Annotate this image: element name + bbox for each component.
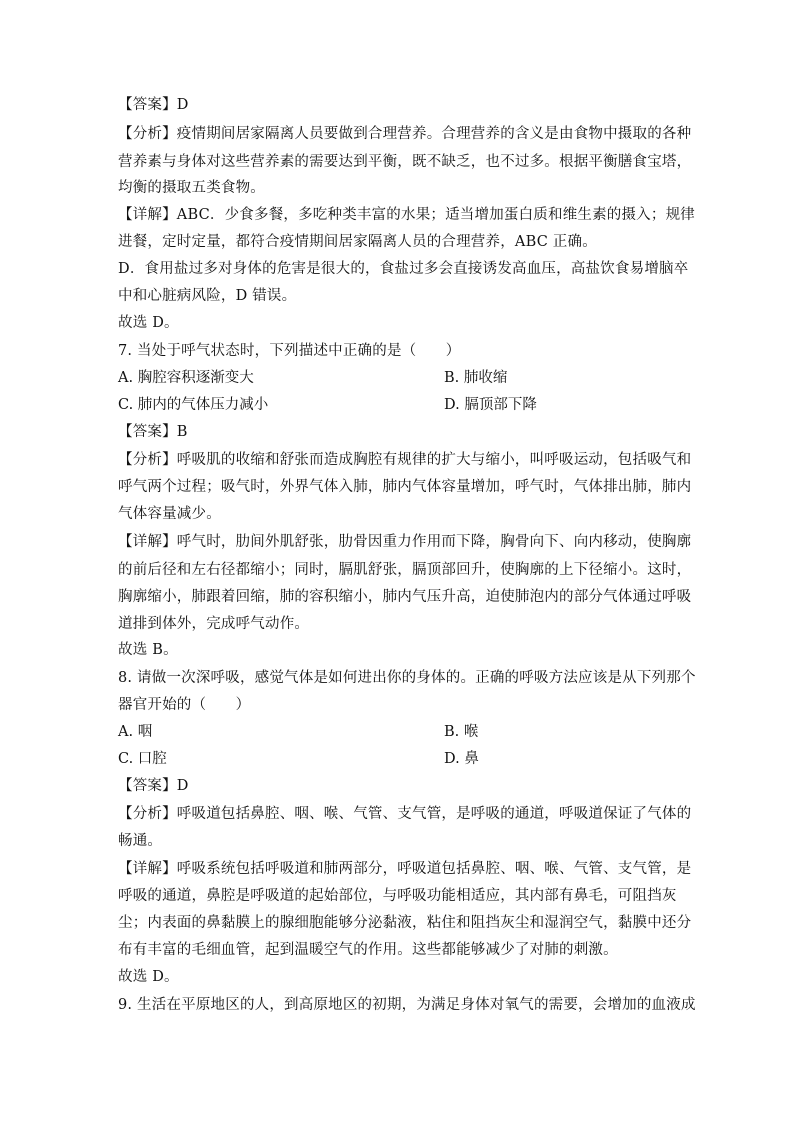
- detail-text: 进餐，定时定量，都符合疫情期间居家隔离人员的合理营养，ABC 正确。: [118, 234, 597, 250]
- detail-text: 道排到体外，完成呼气动作。: [118, 616, 310, 632]
- analysis-text: 气体容量减少。: [118, 506, 221, 522]
- q7-option-b: B. 肺收缩: [444, 370, 508, 386]
- analysis-text: 均衡的摄取五类食物。: [118, 180, 265, 196]
- question-9-stem: 9. 生活在平原地区的人，到高原地区的初期，为满足身体对氧气的需要，会增加的血液成: [118, 997, 696, 1013]
- detail-text: 中和心脏病风险，D 错误。: [118, 288, 297, 304]
- question-8-stem: 8. 请做一次深呼吸，感觉气体是如何进出你的身体的。正确的呼吸方法应该是从下列那个: [118, 670, 696, 686]
- analysis-text: 营养素与身体对这些营养素的需要达到平衡，既不缺乏，也不过多。根据平衡膳食宝塔，: [118, 154, 692, 170]
- analysis-text: 【分析】呼吸肌的收缩和舒张而造成胸腔有规律的扩大与缩小，叫呼吸运动，包括吸气和: [118, 452, 692, 468]
- detail-text: 呼吸的通道，鼻腔是呼吸道的起始部位，与呼吸功能相适应，其内部有鼻毛，可阻挡灰: [118, 888, 677, 904]
- detail-text: D．食用盐过多对身体的危害是很大的，食盐过多会直接诱发高血压，高盐饮食易增脑卒: [118, 261, 689, 277]
- conclusion-text: 故选 D。: [118, 315, 179, 331]
- q7-option-a: A. 胸腔容积逐渐变大: [118, 370, 254, 386]
- q8-option-d: D. 鼻: [444, 751, 479, 767]
- q7-option-c: C. 肺内的气体压力减小: [118, 397, 269, 413]
- detail-text: 【详解】呼气时，肋间外肌舒张，肋骨因重力作用而下降，胸骨向下、向内移动，使胸廓: [118, 534, 692, 550]
- analysis-text: 【分析】呼吸道包括鼻腔、咽、喉、气管、支气管，是呼吸的通道，呼吸道保证了气体的: [118, 806, 692, 822]
- detail-text: 【详解】呼吸系统包括呼吸道和肺两部分，呼吸道包括鼻腔、咽、喉、气管、支气管，是: [118, 861, 692, 877]
- analysis-text: 呼气两个过程；吸气时，外界气体入肺，肺内气体容量增加，呼气时，气体排出肺，肺内: [118, 479, 692, 495]
- q8-option-b: B. 喉: [444, 724, 479, 740]
- question-8-stem: 器官开始的（ ）: [118, 697, 251, 713]
- detail-text: 胸廓缩小，肺跟着回缩，肺的容积缩小，肺内气压升高，迫使肺泡内的部分气体通过呼吸: [118, 589, 692, 605]
- answer-label: 【答案】B: [118, 424, 188, 440]
- detail-text: 布有丰富的毛细血管，起到温暖空气的作用。这些都能够减少了对肺的刺激。: [118, 942, 618, 958]
- answer-label: 【答案】D: [118, 97, 189, 113]
- q7-option-d: D. 膈顶部下降: [444, 397, 537, 413]
- analysis-text: 【分析】疫情期间居家隔离人员要做到合理营养。合理营养的含义是由食物中摄取的各种: [118, 126, 692, 142]
- question-7-stem: 7. 当处于呼气状态时，下列描述中正确的是（ ）: [118, 343, 461, 359]
- detail-text: 尘；内表面的鼻黏膜上的腺细胞能够分泌黏液，粘住和阻挡灰尘和湿润空气，黏膜中还分: [118, 915, 692, 931]
- q8-option-c: C. 口腔: [118, 751, 167, 767]
- conclusion-text: 故选 D。: [118, 969, 179, 985]
- analysis-text: 畅通。: [118, 833, 163, 849]
- answer-label: 【答案】D: [118, 778, 189, 794]
- conclusion-text: 故选 B。: [118, 642, 178, 658]
- q8-option-a: A. 咽: [118, 724, 153, 740]
- detail-text: 【详解】ABC．少食多餐，多吃种类丰富的水果；适当增加蛋白质和维生素的摄入；规律: [118, 207, 695, 223]
- detail-text: 的前后径和左右径都缩小；同时，膈肌舒张，膈顶部回升，使胸廓的上下径缩小。这时，: [118, 562, 692, 578]
